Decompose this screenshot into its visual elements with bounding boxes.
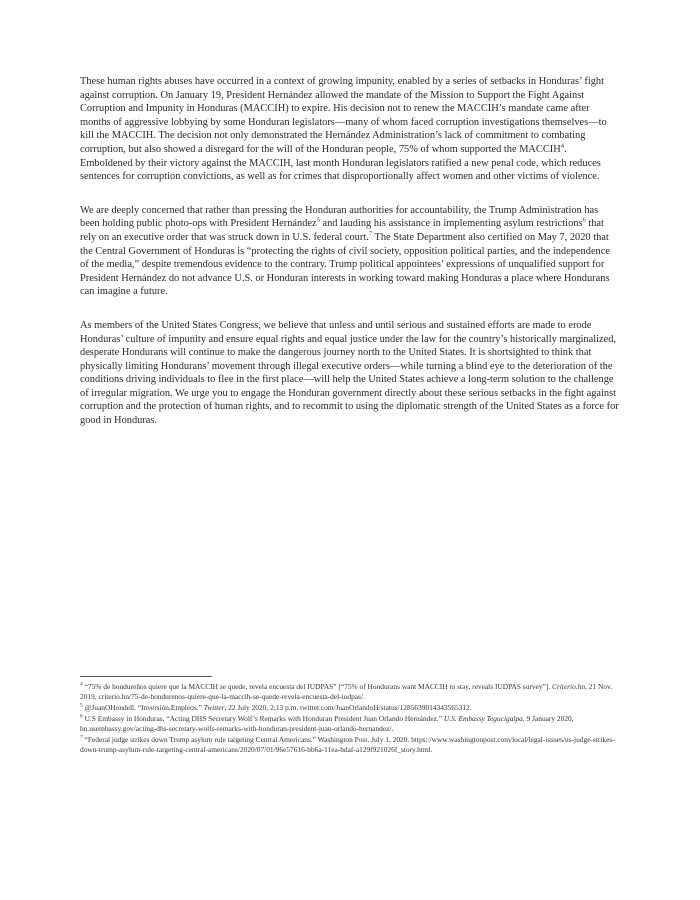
text-run: , 21 Nov. 2019, criterio.hn/75-de-hondurenos-quiere-que-la-maccih-se-quede-revela-encuesta-del-iudpas/. xyxy=(80,682,613,701)
footnote-marker: 7 xyxy=(80,734,83,741)
footnote-marker: 5 xyxy=(80,702,83,709)
letter-body xyxy=(80,75,620,448)
text-run: The State Department also certified on May 7, 2020 that the Central Government of Honduras is “protecting the rights of civil society, opposition political parties, and the independence of the media,” despite tremendous evidence to the contrary. Trump political appointees’ expressions of unqualified support for President Hernández do not advance U.S. or Honduran interests in working toward making Honduras a place where Hondurans can imagine a future. xyxy=(80,231,610,298)
italic-source: Criterio.hn xyxy=(551,682,586,691)
footnote xyxy=(80,703,620,713)
text-run: As members of the United States Congress, we believe that unless and until serious and sustained efforts are made to erode Honduras’ culture of impunity and ensure equal rights and equal justice under the law for the country’s historically marginalized, desperate Hondurans will continue to make the dangerous journey north to the United States. It is shortsighted to think that physically limiting Hondurans’ movement through illegal executive orders—while turning a blind eye to the deterioration of the conditions driving individuals to flee in the first place—will help the United States achieve a long-term solution to the challenge of irregular migration. We urge you to engage the Honduran government directly about these serious setbacks in the fight against corruption and the protection of human rights, and to recommit to using the diplomatic strength of the United States as a force for good in Honduras. xyxy=(80,319,619,427)
footnote-marker: 4 xyxy=(80,681,83,688)
paragraph xyxy=(80,75,620,184)
footnote-marker: 5 xyxy=(316,216,320,224)
footnote-divider xyxy=(80,676,212,677)
footnote xyxy=(80,714,620,734)
text-run: that rely on an executive order that was struck down in U.S. federal court. xyxy=(80,218,604,243)
italic-source: Twitter xyxy=(203,703,225,712)
text-run: and lauding his assistance in implementing asylum restrictions xyxy=(319,218,583,230)
footnote xyxy=(80,735,620,755)
footnotes xyxy=(80,682,620,756)
text-run: U.S Embassy in Honduras, “Acting DHS Secretary Wolf’s Remarks with Honduran President Juan Orlando Hernández.” xyxy=(82,714,444,723)
text-run: These human rights abuses have occurred in a context of growing impunity, enabled by a series of setbacks in Honduras’ fight against corruption. On January 19, President Hernández allowed the mandate of the Mission to Support the Fight Against Corruption and Impunity in Honduras (MACCIH) to expire. His decision not to renew the MACCIH’s mandate came after months of aggressive lobbying by some Honduran legislators—many of whom faced corruption investigations themselves—to kill the MACCIH. The decision not only demonstrated the Hernández Administration’s lack of commitment to combating corruption, but also showed a disregard for the will of the Honduran people, 75% of whom supported the MACCIH xyxy=(80,76,607,155)
paragraph xyxy=(80,319,620,428)
footnote-marker: 6 xyxy=(80,713,83,720)
footnote-marker: 6 xyxy=(582,216,586,224)
paragraph xyxy=(80,204,620,299)
italic-source: U.S. Embassy Tegucigalpa xyxy=(443,714,523,723)
footnote xyxy=(80,682,620,702)
text-run: @JuanOHondell. “Inversión,Empleos.” xyxy=(82,703,204,712)
text-run: , 9 January 2020, hn.usembassy.gov/acting-dhs-secretary-wolfs-remarks-with-honduran-president-juan-orlando-hernandez/. xyxy=(80,714,574,733)
text-run: , 22 July 2020, 2:13 p.m. twitter.com/JuanOrlandoH/status/1285639014343565312. xyxy=(224,703,472,712)
text-run: “Federal judge strikes down Trump asylum rule targeting Central Americans.” Washington Post. July 1, 2020. https://www.washingtonpost.com/local/legal-issues/us-judge-strikes-down-trump-asylum-rule-targeting-central-americans/2020/07/01/96e57616-bb6a-11ea-bdaf-a129f921026f_story.html. xyxy=(80,735,615,754)
text-run: We are deeply concerned that rather than pressing the Honduran authorities for accountability, the Trump Administration has been holding public photo-ops with President Hernández xyxy=(80,204,599,230)
text-run: . Emboldened by their victory against the MACCIH, last month Honduran legislators ratified a new penal code, which reduces sentences for corruption convictions, as well as for crimes that disproportionally affect women and other victims of violence. xyxy=(80,143,601,183)
footnote-marker: 4 xyxy=(560,142,565,150)
text-run: “75% de hondureños quiere que la MACCIH se quede, revela encuesta del IUDPAS” [“75% of Hondurans want MACCIH to stay, reveals IUDPAS survey”]. xyxy=(82,682,552,691)
footnote-marker: 7 xyxy=(368,230,373,238)
